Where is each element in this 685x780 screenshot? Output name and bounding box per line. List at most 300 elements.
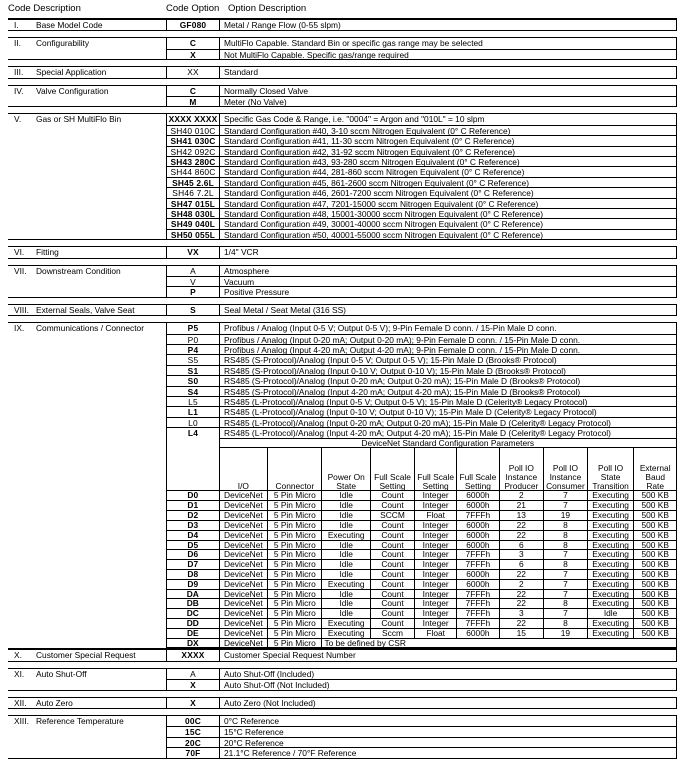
option-description: RS485 (L-Protocol)/Analog (Input 0-20 mA; Output 0-20 mA); 15-Pin Male D (Celerity® Legacy Protocol): [220, 417, 677, 427]
devicenet-code: D8: [167, 569, 220, 579]
option-row: [166, 166, 677, 176]
option-code: XXXX: [166, 650, 220, 660]
option-code: V: [166, 276, 220, 286]
devicenet-cell: 5 Pin Micro: [268, 520, 322, 530]
devicenet-cell: 2: [499, 491, 544, 501]
section: [8, 649, 677, 661]
option-row: [166, 747, 677, 757]
option-description: Seal Metal / Seat Metal (316 SS): [220, 305, 677, 315]
devicenet-cell: Idle: [322, 520, 371, 530]
devicenet-cell: Idle: [322, 511, 371, 521]
option-description: Standard Configuration #50, 40001-55000 sccm Nitrogen Equivalent (0° C Reference): [220, 229, 677, 239]
devicenet-cell: Integer: [415, 619, 457, 629]
devicenet-cell: Idle: [322, 560, 371, 570]
option-description: Auto Shut-Off (Not Included): [220, 679, 677, 689]
devicenet-cell: 7FFFh: [457, 511, 499, 521]
devicenet-cell: Idle: [322, 589, 371, 599]
option-description: Atmosphere: [220, 266, 677, 276]
option-row: [166, 276, 677, 286]
devicenet-cell: Idle: [322, 569, 371, 579]
devicenet-cell: 500 KB: [634, 520, 677, 530]
option-row: [166, 286, 677, 296]
devicenet-cell: 5 Pin Micro: [268, 599, 322, 609]
header-code-option: Code Option: [166, 3, 220, 14]
devicenet-code: D4: [167, 530, 220, 540]
devicenet-cell: 500 KB: [634, 609, 677, 619]
section-number: III.: [14, 67, 24, 78]
section-number: XIII.: [14, 716, 29, 727]
devicenet-cell: Executing: [322, 530, 371, 540]
option-code: L1: [166, 406, 220, 416]
devicenet-cell: 7FFFh: [457, 609, 499, 619]
option-description: 15°C Reference: [220, 726, 677, 736]
devicenet-column-header: External Baud Rate: [634, 448, 677, 491]
devicenet-cell: Count: [370, 501, 414, 511]
devicenet-cell: Integer: [415, 579, 457, 589]
devicenet-table-wrap: [166, 438, 677, 649]
option-code: M: [166, 96, 220, 106]
devicenet-cell: Float: [415, 628, 457, 638]
devicenet-cell: DeviceNet: [219, 569, 268, 579]
option-code: SH46 7.2L: [166, 187, 220, 197]
option-code: S0: [166, 375, 220, 385]
option-description: Positive Pressure: [220, 286, 677, 296]
option-description: Standard Configuration #40, 3-10 sccm Nitrogen Equivalent (0° C Reference): [220, 125, 677, 135]
option-code: P5: [166, 323, 220, 333]
devicenet-cell: Idle: [322, 609, 371, 619]
section-number: V.: [14, 114, 22, 125]
devicenet-cell: DeviceNet: [219, 560, 268, 570]
devicenet-row: [167, 530, 677, 540]
option-row: [166, 344, 677, 354]
section-name: Auto Shut-Off: [36, 668, 87, 679]
option-row: [166, 177, 677, 187]
option-row: [166, 67, 677, 77]
option-code: L5: [166, 396, 220, 406]
option-row: [166, 86, 677, 96]
devicenet-row: [167, 560, 677, 570]
devicenet-code: D9: [167, 579, 220, 589]
option-row: [166, 334, 677, 344]
devicenet-cell: Executing: [587, 579, 634, 589]
devicenet-cell: Executing: [587, 599, 634, 609]
devicenet-cell: Idle: [322, 550, 371, 560]
option-row: [166, 218, 677, 228]
option-row: [166, 365, 677, 375]
option-description: Auto Shut-Off (Included): [220, 669, 677, 679]
devicenet-cell: 500 KB: [634, 628, 677, 638]
option-code: VX: [166, 247, 220, 257]
devicenet-cell: 7: [544, 501, 588, 511]
option-row: [166, 650, 677, 660]
option-row: [166, 20, 677, 30]
option-row: [166, 247, 677, 257]
option-description: 20°C Reference: [220, 737, 677, 747]
devicenet-cell: DeviceNet: [219, 530, 268, 540]
devicenet-note: To be defined by CSR: [322, 638, 677, 648]
devicenet-cell: 7FFFh: [457, 560, 499, 570]
section-name: External Seals, Valve Seat: [36, 304, 135, 315]
devicenet-code: DC: [167, 609, 220, 619]
option-row: [166, 135, 677, 145]
option-description: Standard Configuration #46, 2601-7200 sccm Nitrogen Equivalent (0° C Reference): [220, 187, 677, 197]
devicenet-cell: 5 Pin Micro: [268, 609, 322, 619]
devicenet-code: D2: [167, 511, 220, 521]
option-row: [166, 125, 677, 135]
option-code: C: [166, 86, 220, 96]
option-code: S5: [166, 354, 220, 364]
devicenet-cell: 6000h: [457, 569, 499, 579]
option-code: SH40 010C: [166, 125, 220, 135]
devicenet-cell: 7: [544, 579, 588, 589]
option-code: SH49 040L: [166, 218, 220, 228]
devicenet-cell: 7FFFh: [457, 619, 499, 629]
option-description: RS485 (S-Protocol)/Analog (Input 0-10 V; Output 0-10 V); 15-Pin Male D (Brooks® Protocol): [220, 365, 677, 375]
option-code: X: [166, 679, 220, 689]
option-code: X: [166, 49, 220, 59]
devicenet-cell: Idle: [322, 491, 371, 501]
devicenet-cell: 500 KB: [634, 511, 677, 521]
option-description: RS485 (L-Protocol)/Analog (Input 0-5 V; Output 0-5 V); 15-Pin Male D (Celerity® Legacy Protocol): [220, 396, 677, 406]
devicenet-cell: Executing: [587, 569, 634, 579]
devicenet-cell: Integer: [415, 520, 457, 530]
section-number: XI.: [14, 668, 25, 679]
section: [8, 668, 677, 691]
option-code: A: [166, 669, 220, 679]
section-communications: [8, 322, 677, 649]
devicenet-cell: 500 KB: [634, 599, 677, 609]
devicenet-code: DA: [167, 589, 220, 599]
devicenet-cell: Count: [370, 609, 414, 619]
section: [8, 304, 677, 316]
devicenet-cell: DeviceNet: [219, 550, 268, 560]
devicenet-cell: Count: [370, 530, 414, 540]
option-row: [166, 669, 677, 679]
section: [8, 113, 677, 240]
devicenet-cell: 22: [499, 530, 544, 540]
option-row: [166, 305, 677, 315]
devicenet-title: DeviceNet Standard Configuration Parameters: [219, 438, 676, 448]
option-description: RS485 (S-Protocol)/Analog (Input 4-20 mA; Output 4-20 mA); 15-Pin Male D (Brooks® Protocol): [220, 386, 677, 396]
devicenet-cell: 8: [544, 530, 588, 540]
devicenet-column-header: Poll IO Instance Consumer: [544, 448, 588, 491]
option-description: Standard Configuration #48, 15001-30000 sccm Nitrogen Equivalent (0° C Reference): [220, 208, 677, 218]
devicenet-cell: 19: [544, 511, 588, 521]
option-row: [166, 386, 677, 396]
devicenet-code: D3: [167, 520, 220, 530]
option-code: S: [166, 305, 220, 315]
section-name: Special Application: [36, 67, 107, 78]
devicenet-cell: 6000h: [457, 520, 499, 530]
option-description: 0°C Reference: [220, 716, 677, 726]
section-name: Configurability: [36, 38, 90, 49]
devicenet-column-header: Full Scale Setting: [457, 448, 499, 491]
option-code: SH45 2.6L: [166, 177, 220, 187]
option-description: Standard Configuration #47, 7201-15000 sccm Nitrogen Equivalent (0° C Reference): [220, 198, 677, 208]
devicenet-cell: Count: [370, 619, 414, 629]
devicenet-cell: Executing: [587, 540, 634, 550]
option-row: [166, 96, 677, 106]
section-number: IV.: [14, 85, 24, 96]
option-description: Profibus / Analog (Input 0-20 mA; Output 0-20 mA); 9-Pin Female D conn. / 15-Pin Male D conn.: [220, 334, 677, 344]
section: [8, 265, 677, 298]
option-row: [166, 737, 677, 747]
devicenet-cell: 15: [499, 628, 544, 638]
option-row: [166, 698, 677, 708]
devicenet-code: DE: [167, 628, 220, 638]
devicenet-cell: Idle: [587, 609, 634, 619]
devicenet-cell: 7: [544, 491, 588, 501]
devicenet-cell: Executing: [322, 628, 371, 638]
devicenet-cell: 8: [544, 619, 588, 629]
option-description: MultiFlo Capable. Standard Bin or specific gas range may be selected: [220, 38, 677, 48]
devicenet-cell: 500 KB: [634, 560, 677, 570]
option-row: [166, 146, 677, 156]
devicenet-cell: Executing: [587, 619, 634, 629]
section-number: VII.: [14, 265, 27, 276]
devicenet-cell: 6000h: [457, 501, 499, 511]
option-description: Metal / Range Flow (0-55 slpm): [220, 20, 677, 30]
devicenet-cell: 7: [544, 569, 588, 579]
devicenet-cell: Integer: [415, 569, 457, 579]
section-number: IX.: [14, 323, 25, 334]
devicenet-cell: 22: [499, 599, 544, 609]
header-code-description: Code Description: [8, 3, 81, 14]
option-description: Vacuum: [220, 276, 677, 286]
devicenet-cell: Integer: [415, 540, 457, 550]
option-code: 15C: [166, 726, 220, 736]
option-code: SH50 055L: [166, 229, 220, 239]
option-row: [166, 187, 677, 197]
devicenet-code: DB: [167, 599, 220, 609]
option-code: SH47 015L: [166, 198, 220, 208]
devicenet-cell: 500 KB: [634, 619, 677, 629]
option-description: Standard Configuration #41, 11-30 sccm Nitrogen Equivalent (0° C Reference): [220, 135, 677, 145]
section: [8, 697, 677, 709]
devicenet-cell: 7: [544, 550, 588, 560]
devicenet-cell: Executing: [322, 579, 371, 589]
option-code: S1: [166, 365, 220, 375]
devicenet-cell: Count: [370, 491, 414, 501]
devicenet-cell: DeviceNet: [219, 628, 268, 638]
option-code: SH48 030L: [166, 208, 220, 218]
section: [8, 37, 677, 60]
devicenet-row: [167, 520, 677, 530]
option-code: SH43 280C: [166, 156, 220, 166]
devicenet-cell: Executing: [587, 511, 634, 521]
option-description: RS485 (S-Protocol)/Analog (Input 0-20 mA; Output 0-20 mA); 15-Pin Male D (Brooks® Protocol): [220, 375, 677, 385]
option-row: [166, 716, 677, 726]
devicenet-cell: 5 Pin Micro: [268, 589, 322, 599]
option-description: Customer Special Request Number: [220, 650, 677, 660]
option-row: [166, 266, 677, 276]
devicenet-code: D0: [167, 491, 220, 501]
devicenet-cell: 7FFFh: [457, 599, 499, 609]
devicenet-column-header: Power On State: [322, 448, 371, 491]
devicenet-table: [166, 438, 677, 649]
devicenet-cell: 6000h: [457, 579, 499, 589]
devicenet-cell: Integer: [415, 550, 457, 560]
devicenet-cell: 8: [544, 540, 588, 550]
devicenet-cell: SCCM: [370, 511, 414, 521]
option-description: Standard Configuration #42, 31-92 sccm Nitrogen Equivalent (0° C Reference): [220, 146, 677, 156]
section: [8, 246, 677, 258]
devicenet-cell: 8: [544, 520, 588, 530]
section-name: Valve Configuration: [36, 85, 109, 96]
devicenet-cell: Executing: [587, 491, 634, 501]
devicenet-cell: DeviceNet: [219, 638, 268, 648]
devicenet-cell: 22: [499, 619, 544, 629]
devicenet-cell: 6: [499, 540, 544, 550]
devicenet-cell: 7: [544, 589, 588, 599]
option-row: [166, 323, 677, 333]
option-description: Normally Closed Valve: [220, 86, 677, 96]
option-description: Profibus / Analog (Input 0-5 V; Output 0-5 V); 9-Pin Female D conn. / 15-Pin Male D conn.: [220, 323, 677, 333]
devicenet-cell: 6000h: [457, 530, 499, 540]
devicenet-cell: Executing: [587, 589, 634, 599]
devicenet-cell: 5 Pin Micro: [268, 638, 322, 648]
section-number: VIII.: [14, 304, 29, 315]
option-row: [166, 208, 677, 218]
option-row: [166, 726, 677, 736]
option-description: Standard Configuration #45, 861-2600 sccm Nitrogen Equivalent (0° C Reference): [220, 177, 677, 187]
option-code: XX: [166, 67, 220, 77]
devicenet-cell: Executing: [587, 560, 634, 570]
devicenet-cell: 5 Pin Micro: [268, 628, 322, 638]
devicenet-cell: Idle: [322, 501, 371, 511]
devicenet-cell: 5 Pin Micro: [268, 560, 322, 570]
devicenet-cell: Executing: [587, 501, 634, 511]
option-description: 1/4" VCR: [220, 247, 677, 257]
devicenet-column-header: I/O: [219, 448, 268, 491]
option-row: [166, 406, 677, 416]
devicenet-cell: DeviceNet: [219, 589, 268, 599]
option-row: [166, 198, 677, 208]
devicenet-cell: 500 KB: [634, 540, 677, 550]
option-description: RS485 (L-Protocol)/Analog (Input 0-10 V; Output 0-10 V); 15-Pin Male D (Celerity® Legacy Protocol): [220, 406, 677, 416]
devicenet-cell: 5 Pin Micro: [268, 540, 322, 550]
devicenet-column-header: Full Scale Setting: [370, 448, 414, 491]
devicenet-cell: Count: [370, 560, 414, 570]
devicenet-cell: DeviceNet: [219, 511, 268, 521]
devicenet-cell: 6000h: [457, 628, 499, 638]
option-description: Meter (No Valve): [220, 96, 677, 106]
option-code: A: [166, 266, 220, 276]
devicenet-column-header: Connector: [268, 448, 322, 491]
devicenet-cell: 500 KB: [634, 491, 677, 501]
section-number: XII.: [14, 697, 27, 708]
devicenet-cell: 6000h: [457, 540, 499, 550]
option-code: 20C: [166, 737, 220, 747]
devicenet-cell: Float: [415, 511, 457, 521]
devicenet-code: D6: [167, 550, 220, 560]
devicenet-cell: DeviceNet: [219, 501, 268, 511]
devicenet-code: D5: [167, 540, 220, 550]
option-code: L4: [166, 427, 220, 437]
devicenet-cell: Integer: [415, 599, 457, 609]
devicenet-cell: 6000h: [457, 491, 499, 501]
devicenet-cell: Executing: [587, 530, 634, 540]
devicenet-cell: Integer: [415, 609, 457, 619]
devicenet-cell: Integer: [415, 501, 457, 511]
section-number: VI.: [14, 247, 25, 258]
option-row: [166, 427, 677, 437]
devicenet-row: [167, 569, 677, 579]
devicenet-cell: 5 Pin Micro: [268, 579, 322, 589]
devicenet-cell: Sccm: [370, 628, 414, 638]
option-description: RS485 (S-Protocol)/Analog (Input 0-5 V; Output 0-5 V); 15-Pin Male D (Brooks® Protocol): [220, 354, 677, 364]
option-row: [166, 396, 677, 406]
section: [8, 715, 677, 759]
devicenet-cell: Integer: [415, 560, 457, 570]
option-code: S4: [166, 386, 220, 396]
devicenet-cell: 7FFFh: [457, 550, 499, 560]
devicenet-cell: DeviceNet: [219, 540, 268, 550]
devicenet-cell: 5 Pin Micro: [268, 569, 322, 579]
devicenet-cell: DeviceNet: [219, 579, 268, 589]
devicenet-cell: 500 KB: [634, 530, 677, 540]
option-code: GF080: [166, 20, 220, 30]
devicenet-cell: 13: [499, 511, 544, 521]
devicenet-cell: DeviceNet: [219, 599, 268, 609]
devicenet-cell: 19: [544, 628, 588, 638]
devicenet-cell: Count: [370, 540, 414, 550]
option-code: P: [166, 286, 220, 296]
devicenet-cell: 21: [499, 501, 544, 511]
devicenet-cell: Count: [370, 520, 414, 530]
option-description: Standard Configuration #44, 281-860 sccm Nitrogen Equivalent (0° C Reference): [220, 166, 677, 176]
devicenet-cell: 5 Pin Micro: [268, 530, 322, 540]
option-row: [166, 114, 677, 124]
option-row: [166, 417, 677, 427]
devicenet-row: [167, 579, 677, 589]
devicenet-cell: Integer: [415, 530, 457, 540]
option-description: 21.1°C Reference / 70°F Reference: [220, 747, 677, 757]
devicenet-cell: 22: [499, 569, 544, 579]
devicenet-cell: Idle: [322, 599, 371, 609]
devicenet-cell: DeviceNet: [219, 520, 268, 530]
option-row: [166, 49, 677, 59]
devicenet-cell: 500 KB: [634, 501, 677, 511]
devicenet-cell: Integer: [415, 589, 457, 599]
section-number: X.: [14, 650, 22, 661]
devicenet-row: [167, 511, 677, 521]
option-description: Standard Configuration #43, 93-280 sccm Nitrogen Equivalent (0° C Reference): [220, 156, 677, 166]
option-code: SH42 092C: [166, 146, 220, 156]
devicenet-cell: 500 KB: [634, 579, 677, 589]
devicenet-cell: 500 KB: [634, 589, 677, 599]
devicenet-cell: Executing: [587, 520, 634, 530]
devicenet-cell: 5 Pin Micro: [268, 550, 322, 560]
devicenet-code: D1: [167, 501, 220, 511]
section-name: Base Model Code: [36, 20, 103, 30]
section-name: Communications / Connector: [36, 323, 144, 334]
devicenet-cell: 6: [499, 560, 544, 570]
devicenet-cell: 3: [499, 609, 544, 619]
option-description: Standard Configuration #49, 30001-40000 sccm Nitrogen Equivalent (0° C Reference): [220, 218, 677, 228]
devicenet-cell: 7FFFh: [457, 589, 499, 599]
option-description: Auto Zero (Not Included): [220, 698, 677, 708]
option-code: L0: [166, 417, 220, 427]
devicenet-cell: 500 KB: [634, 550, 677, 560]
devicenet-cell: DeviceNet: [219, 609, 268, 619]
devicenet-cell: DeviceNet: [219, 619, 268, 629]
option-description: Not MultiFlo Capable. Specific gas/range required: [220, 49, 677, 59]
devicenet-cell: Integer: [415, 491, 457, 501]
devicenet-cell: 3: [499, 550, 544, 560]
devicenet-column-header: Poll IO Instance Producer: [499, 448, 544, 491]
devicenet-row: [167, 619, 677, 629]
